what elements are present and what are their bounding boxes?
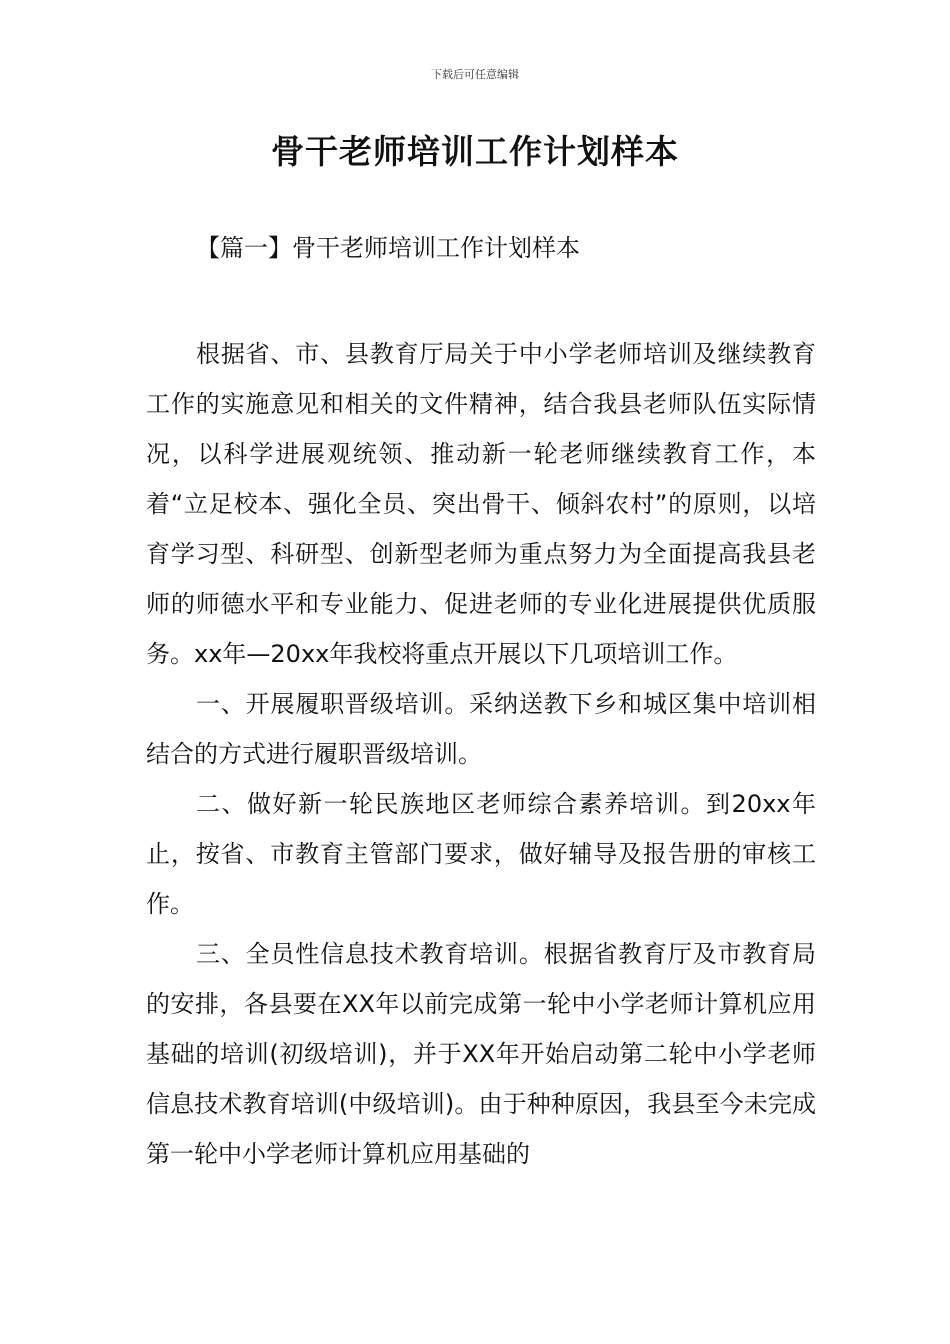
paragraph-item-3: 三、全员性信息技术教育培训。根据省教育厅及市教育局的安排，各县要在XX年以前完成第一轮中小学老师计算机应用基础的培训(初级培训)，并于XX年开始启动第二轮中小学老师信息技术教育培训(中级培训)。由于种种原因，我县至今未完成第一轮中小学老师计算机应用基础的 bbox=[146, 940, 816, 1168]
section-heading: 【篇一】骨干老师培训工作计划样本 bbox=[196, 234, 580, 262]
document-body bbox=[146, 329, 816, 1179]
paragraph-item-1: 一、开展履职晋级培训。采纳送教下乡和城区集中培训相结合的方式进行履职晋级培训。 bbox=[146, 690, 816, 768]
paragraph-item-2: 二、做好新一轮民族地区老师综合素养培训。到20xx年止，按省、市教育主管部门要求，做好辅导及报告册的审核工作。 bbox=[146, 790, 816, 918]
document-title: 骨干老师培训工作计划样本 bbox=[271, 132, 679, 171]
paragraph-intro: 根据省、市、县教育厅局关于中小学老师培训及继续教育工作的实施意见和相关的文件精神，结合我县老师队伍实际情况，以科学进展观统领、推动新一轮老师继续教育工作，本着“立足校本、强化全员、突出骨干、倾斜农村”的原则，以培育学习型、科研型、创新型老师为重点努力为全面提高我县老师的师德水平和专业能力、促进老师的专业化进展提供优质服务。xx年—20xx年我校将重点开展以下几项培训工作。 bbox=[146, 340, 816, 668]
header-note: 下载后可任意编辑 bbox=[431, 68, 519, 81]
